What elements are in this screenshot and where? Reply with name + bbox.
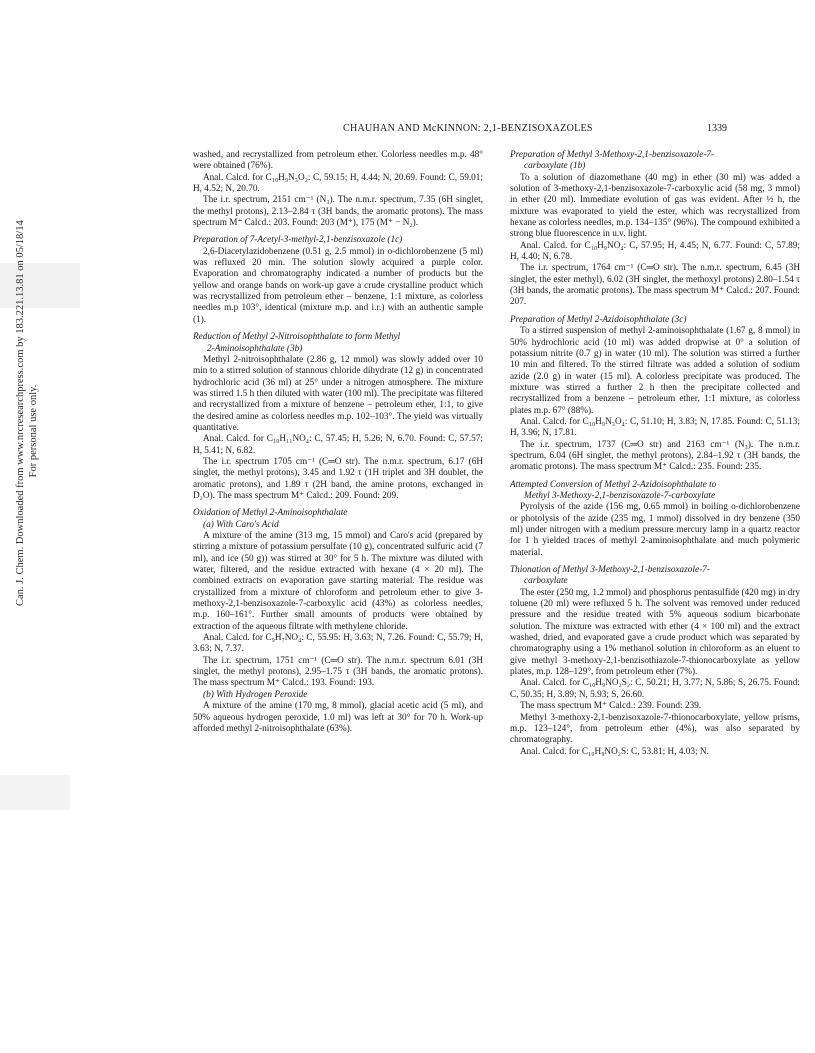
- body-paragraph: Anal. Calcd. for C₁₀H₁₁NO₄: C, 57.45; H, 5.26; N, 6.70. Found: C, 57.57; H, 5.41; N, 6.82.: [193, 434, 483, 456]
- running-title: CHAUHAN AND McKINNON: 2,1-BENZISOXAZOLES: [343, 123, 593, 134]
- section-heading-continuation: carboxylate (1b): [524, 161, 586, 172]
- body-paragraph: The i.r. spectrum, 2151 cm⁻¹ (N₃). The n.m.r. spectrum, 7.35 (6H singlet, the methyl protons), 2.13–2.84 τ (3H bands, the aromatic protons). The mass spectrum M⁺ Calcd.: 203. Found: 203 (M⁺), 175 (M⁺ − N₂).: [193, 195, 483, 229]
- body-paragraph: Anal. Calcd. for C₁₀H₉N₃O₄: C, 51.10; H, 3.83; N, 17.85. Found: C, 51.13; H, 3.96; N, 17.81.: [510, 416, 800, 439]
- section-heading: [193, 508, 483, 519]
- body-paragraph: The ester (250 mg, 1.2 mmol) and phosphorus pentasulfide (420 mg) in dry toluene (20 ml) were refluxed 5 h. The solvent was removed under reduced pressure and the residue treated with 5% aqueous sodium bicarbonate solution. The mixture was extracted with ether (4 × 100 ml) and the extract washed, dried, and evaporated gave a crude product which was separated by chromatography using a 1% methanol solution in chloroform as an eluent to give methyl 3-methoxy-2,1-benzisothiazole-7-thionocarboxylate as yellow plates, m.p. 128–129°, from petroleum ether (7%).: [510, 587, 800, 678]
- section-heading: [510, 565, 800, 588]
- section-heading-text: Preparation of 7-Acetyl-3-methyl-2,1-benzisoxazole (1c): [193, 235, 403, 246]
- body-paragraph: The i.r. spectrum, 1751 cm⁻¹ (C═O str). The n.m.r. spectrum 6.01 (3H singlet, the methyl protons), 2.95–1.75 τ (3H bands, the aromatic protons). The mass spectrum M⁺ Calcd.: 193. Found: 193.: [193, 655, 483, 689]
- scan-artifact: [0, 263, 80, 308]
- body-paragraph: The i.r. spectrum 1705 cm⁻¹ (C═O str). The n.m.r. spectrum, 6.17 (6H singlet, the methyl protons), 3.45 and 1.92 τ (1H triplet and 3H doublet, the aromatic protons), and 1.89 τ (2H band, the amine protons, exchanged in D₂O). The mass spectrum M⁺ Calcd.: 209. Found: 209.: [193, 456, 483, 501]
- section-heading-continuation: carboxylate: [524, 576, 568, 587]
- section-heading-continuation: Methyl 3-Methoxy-2,1-benzisoxazole-7-carboxylate: [524, 490, 716, 501]
- section-heading-text: Thionation of Methyl 3-Methoxy-2,1-benzisoxazole-7-: [510, 565, 710, 576]
- body-paragraph: Methyl 2-nitroisophthalate (2.86 g, 12 mmol) was slowly added over 10 min to a stirred solution of stannous chloride dihydrate (12 g) in concentrated hydrochloric acid (36 ml) at 25° under a nitrogen atmosphere. The mixture was stirred 1.5 h then diluted with water (100 ml). The precipitate was filtered and recrystallized from a mixture of benzene – petroleum ether, 1:1, to give the desired amine as colorless needles m.p. 102–103°. The yield was virtually quantitative.: [193, 354, 483, 433]
- body-paragraph: Pyrolysis of the azide (156 mg, 0.65 mmol) in boiling o-dichlorobenzene or photolysis of the azide (235 mg, 1 mmol) dissolved in dry benzene (350 ml) under nitrogen with a medium pressure mercury lamp in a quartz reactor for 1 h yielded traces of methyl 2-aminoisophthalate and much polymeric material.: [510, 502, 800, 558]
- body-paragraph: Anal. Calcd. for C₁₀H₉NO₄: C, 57.95; H, 4.45; N, 6.77. Found: C, 57.89; H, 4.40; N, 6.78.: [510, 240, 800, 263]
- section-heading: [193, 235, 483, 246]
- body-paragraph: Anal. Calcd. for C₉H₇NO₄: C, 55.95: H, 3.63; N, 7.26. Found: C, 55.79; H, 3.63; N, 7.37.: [193, 633, 483, 655]
- download-notice-line: Can. J. Chem. Downloaded from www.nrcresearchpress.com by 183.221.13.81 on 05/18/14: [15, 220, 26, 606]
- body-paragraph: To a stirred suspension of methyl 2-aminoisophthalate (1.67 g, 8 mmol) in 50% hydrochloric acid (10 ml) was added dropwise at 0° a solution of potassium nitrite (0.7 g) in water (10 ml). The solution was stirred a further 10 min and filtered. To the stirred filtrate was added a solution of sodium azide (2.0 g) in water (15 ml). A colorless precipitate was produced. The mixture was stirred a further 2 h then the precipitate collected and recrystallized from a benzene – petroleum ether, 1:1 mixture, as colorless plates m.p. 67° (88%).: [510, 326, 800, 416]
- right-column: [510, 150, 800, 758]
- running-header: [0, 123, 815, 139]
- section-heading-text: Reduction of Methyl 2-Nitroisophthalate to form Methyl: [193, 332, 401, 343]
- scan-artifact: [0, 775, 70, 810]
- body-paragraph: Methyl 3-methoxy-2,1-benzisoxazole-7-thionocarboxylate, yellow prisms, m.p. 123–124°, from petroleum ether (4%), was also separated by chromatography.: [510, 712, 800, 746]
- body-paragraph: The mass spectrum M⁺ Calcd.: 239. Found: 239.: [520, 701, 702, 712]
- download-notice-line: For personal use only.: [28, 384, 39, 478]
- section-heading: [510, 480, 800, 503]
- section-heading-text: Preparation of Methyl 3-Methoxy-2,1-benzisoxazole-7-: [510, 150, 715, 160]
- body-paragraph: Anal. Calcd. for C₁₀H₉N₃O₂: C, 59.15; H, 4.44; N, 20.69. Found: C, 59.01; H, 4.52; N, 20.70.: [193, 172, 483, 195]
- page-number: 1339: [707, 123, 727, 134]
- body-paragraph: Anal. Calcd. for C₁₀H₉NO₂S₂: C, 50.21; H, 3.77; N, 5.86; S, 26.75. Found: C, 50.35; H, 3.89; N, 5.93; S, 26.60.: [510, 678, 800, 700]
- section-heading-text: Oxidation of Methyl 2-Aminoisophthalate: [193, 508, 348, 519]
- body-paragraph: The i.r. spectrum, 1737 (C═O str) and 2163 cm⁻¹ (N₃). The n.m.r. spectrum, 6.04 (6H singlet, the methyl protons), 2.84–1.92 τ (3H bands, the aromatic protons). The mass spectrum M⁺ Calcd.: 235. Found: 235.: [510, 439, 800, 473]
- left-column: [193, 150, 483, 735]
- section-heading: [193, 332, 483, 355]
- section-heading-continuation: 2-Aminoisophthalate (3b): [207, 343, 303, 354]
- body-paragraph: The i.r. spectrum, 1764 cm⁻¹ (C═O str). The n.m.r. spectrum, 6.45 (3H singlet, the ester methyl), 6.02 (3H singlet, the methoxyl protons) 2.80–1.54 τ (3H bands, the aromatic protons). The mass spectrum M⁺ Calcd.: 207. Found: 207.: [510, 263, 800, 308]
- body-paragraph: To a solution of diazomethane (40 mg) in ether (30 ml) was added a solution of 3-methoxy-2,1-benzisoxazole-7-carboxylic acid (58 mg, 3 mmol) in ether (20 ml). Immediate evolution of gas was evident. After ½ h, the mixture was evaporated to yield the ester, which was recrystallized from hexane as colorless needles, m.p. 134–135° (96%). The compound exhibited a strong blue fluorescence in u.v. light.: [510, 172, 800, 240]
- subsection-heading: (a) With Caro's Acid: [203, 519, 279, 530]
- section-heading: [510, 150, 800, 173]
- body-paragraph: 2,6-Diacetylazidobenzene (0.51 g, 2.5 mmol) in o-dichlorobenzene (5 ml) was refluxed 20 min. The solution slowly acquired a purple color. Evaporation and chromatography indicated a number of products but the yellow and orange bands on work-up gave a crude crystalline product which was recrystallized from petroleum ether – benzene, 1:1 mixture, as colorless needles m.p 103°, identical (mixture m.p. and i.r.) with an authentic sample (1).: [193, 246, 483, 325]
- body-paragraph: A mixture of the amine (313 mg, 15 mmol) and Caro's acid (prepared by stirring a mixture of potassium persulfate (10 g), concentrated sulfuric acid (7 ml), and ice (50 g)) was stirred at 30° for 5 h. The mixture was diluted with water, filtered, and the residue extracted with hexane (4 × 20 ml). The combined extracts on evaporation gave starting material. The residue was crystallized from a mixture of chloroform and petroleum ether to give 3-methoxy-2,1-benzisoxazole-7-carboxylic acid (43%) as colorless needles, m.p. 160–161°. Further small amounts of products were obtained by extraction of the aqueous filtrate with methylene chloride.: [193, 531, 483, 632]
- subsection-heading: (b) With Hydrogen Peroxide: [203, 689, 308, 700]
- section-heading-text: Attempted Conversion of Methyl 2-Azidoisophthalate to: [510, 479, 717, 490]
- download-notice: [14, 220, 40, 606]
- section-heading: [510, 315, 800, 326]
- section-heading-text: Preparation of Methyl 2-Azidoisophthalate (3c): [510, 314, 687, 325]
- body-paragraph: washed, and recrystallized from petroleum ether. Colorless needles m.p. 48° were obtained (76%).: [193, 150, 483, 172]
- body-paragraph: A mixture of the amine (170 mg, 8 mmol), glacial acetic acid (5 ml), and 50% aqueous hydrogen peroxide, 1.0 ml) was left at 30° for 70 h. Work-up afforded methyl 2-nitroisophthalate (63%).: [193, 701, 483, 734]
- body-paragraph: Anal. Calcd. for C₁₀H₉NO₂S: C, 53.81; H, 4.03; N.: [520, 746, 709, 757]
